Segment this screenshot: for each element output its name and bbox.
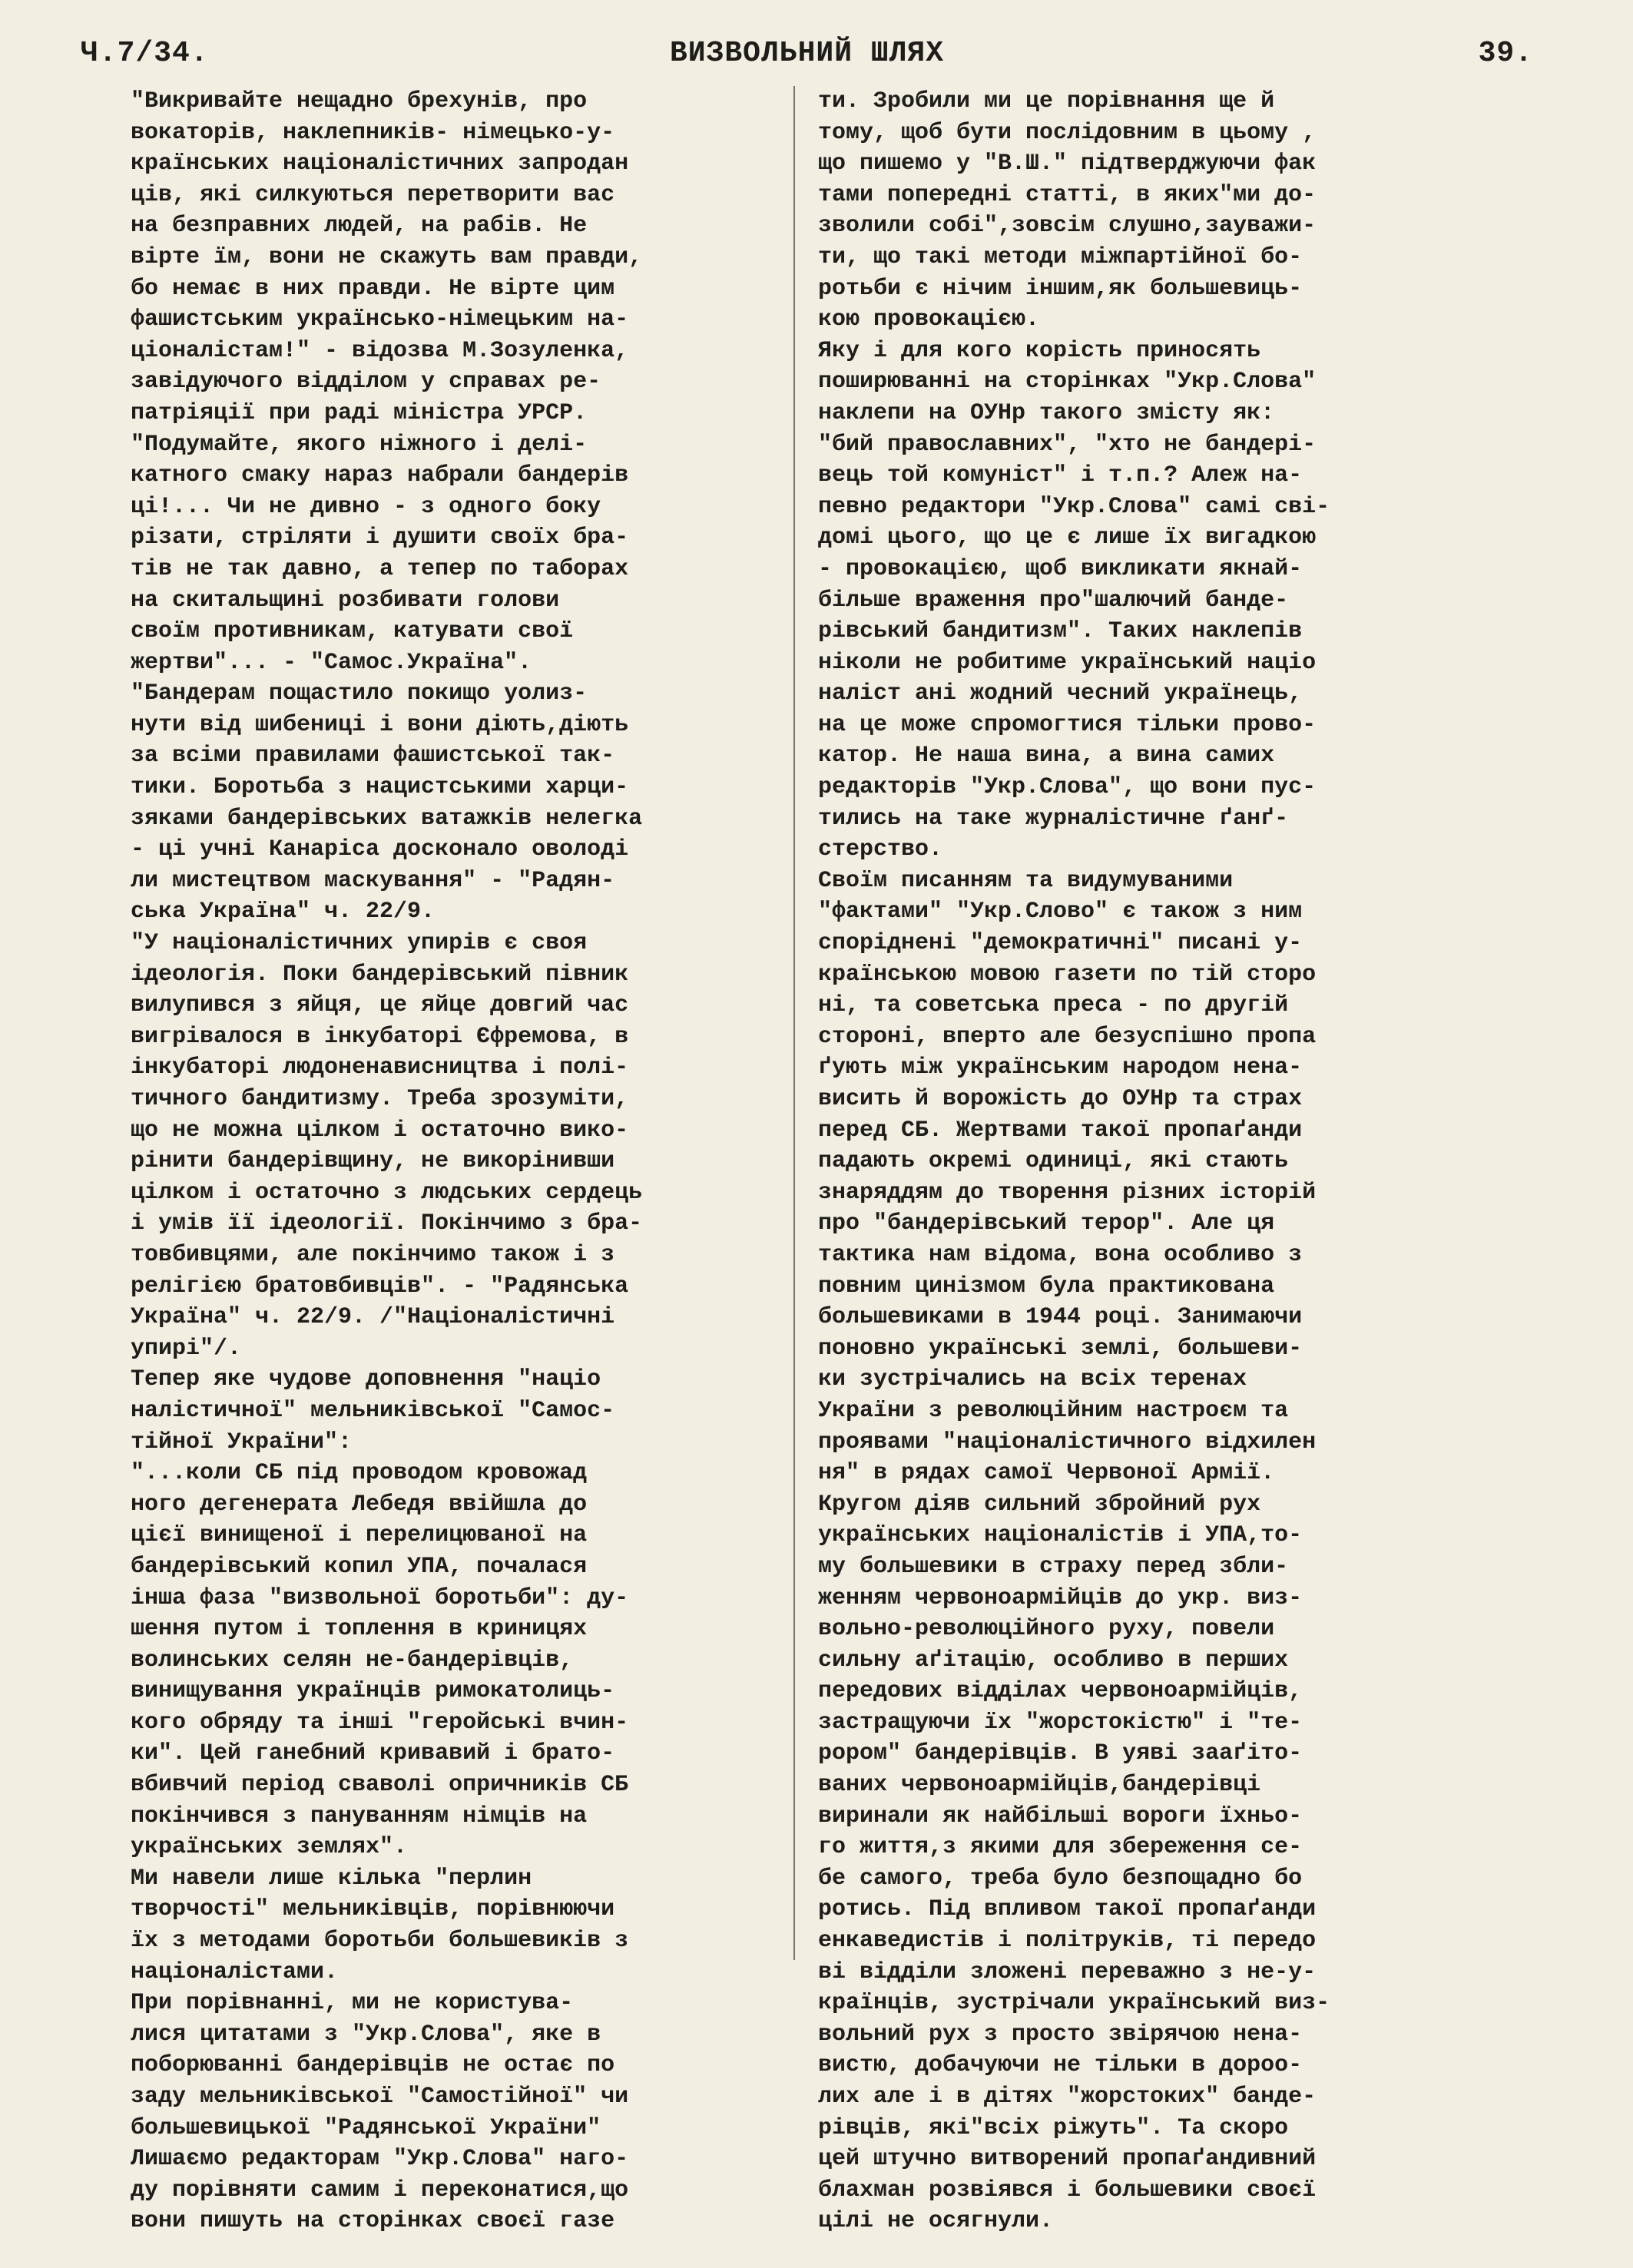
text-line: поборюванні бандерівців не остає по bbox=[131, 2052, 615, 2079]
text-line: стерство. bbox=[818, 836, 943, 863]
text-line: Своїм писанням та видумуваними bbox=[818, 867, 1234, 894]
text-line: тому, щоб бути послідовним в цьому , bbox=[818, 119, 1317, 146]
text-line: рінити бандерівщину, не викорінивши bbox=[131, 1148, 615, 1175]
text-line: що пишемо у "В.Ш." підтверджуючи фак bbox=[818, 151, 1317, 177]
text-line: рівський бандитизм". Таких наклепів bbox=[818, 618, 1303, 645]
text-line: ти. Зробили ми це порівнання ще й bbox=[818, 88, 1275, 114]
text-line: рором" бандерівців. В уяві зааґіто- bbox=[818, 1740, 1303, 1767]
text-line: "Бандерам пощастило покищо уолиз- bbox=[131, 680, 588, 707]
text-line: Ми навели лише кілька "перлин bbox=[131, 1865, 532, 1892]
text-line: передових відділах червоноармійців, bbox=[818, 1678, 1303, 1705]
text-line: українських землях". bbox=[131, 1834, 408, 1861]
text-line: заду мельниківської "Самостійної" чи bbox=[131, 2084, 629, 2110]
text-line: винищування українців римокатолиць- bbox=[131, 1678, 615, 1705]
text-line: країнців, зустрічали український виз- bbox=[818, 1990, 1330, 2017]
text-line: зволили собі",зовсім слушно,зауважи- bbox=[818, 213, 1317, 240]
text-line: країнських націоналістичних запродан bbox=[131, 151, 629, 177]
text-line: ного дегенерата Лебедя ввійшла до bbox=[131, 1491, 588, 1518]
text-line: країнською мовою газети по тій сторо bbox=[818, 961, 1317, 988]
text-line: Лишаємо редакторам "Укр.Слова" наго- bbox=[131, 2146, 629, 2173]
text-line: ціоналістам!" - відозва М.Зозуленка, bbox=[131, 337, 629, 364]
column-divider bbox=[793, 86, 795, 1960]
text-line: ніколи не робитиме український націо bbox=[818, 649, 1317, 676]
text-line: бандерівський копил УПА, почалася bbox=[131, 1553, 588, 1580]
text-line: катного смаку нараз набрали бандерів bbox=[131, 462, 629, 489]
text-line: "Викривайте нещадно брехунів, про bbox=[131, 88, 588, 114]
text-line: поновно українські землі, большеви- bbox=[818, 1335, 1303, 1362]
text-line: Кругом діяв сильний збройний рух bbox=[818, 1491, 1261, 1518]
text-line: ні, та советська преса - по другій bbox=[818, 992, 1289, 1019]
text-line: перед СБ. Жертвами такої пропаґанди bbox=[818, 1117, 1303, 1144]
text-line: застращуючи їх "жорстокістю" і "те- bbox=[818, 1709, 1303, 1736]
text-line: тичного бандитизму. Треба зрозуміти, bbox=[131, 1086, 629, 1112]
text-line: жертви"... - "Самос.Україна". bbox=[131, 649, 532, 676]
text-line: нути від шибениці і вони діють,діють bbox=[131, 711, 629, 738]
text-line: інша фаза "визвольної боротьби": ду- bbox=[131, 1584, 629, 1611]
text-line: ли мистецтвом маскування" - "Радян- bbox=[131, 867, 615, 894]
text-line: товбивцями, але покінчимо також і з bbox=[131, 1241, 615, 1268]
text-line: їх з методами боротьби большевиків з bbox=[131, 1928, 629, 1955]
text-line: бо немає в них правди. Не вірте цим bbox=[131, 275, 615, 302]
text-line: вигрівалося в інкубаторі Єфремова, в bbox=[131, 1023, 629, 1050]
text-line: повним цинізмом була практикована bbox=[818, 1273, 1275, 1300]
text-line: цей штучно витворений пропаґандивний bbox=[818, 2146, 1317, 2173]
text-line: вольно-революційного руху, повели bbox=[818, 1616, 1275, 1643]
text-line: цілком і остаточно з людських сердець bbox=[131, 1179, 643, 1206]
text-line: тів не так давно, а тепер по таборах bbox=[131, 555, 629, 582]
text-line: ти, що такі методи міжпартійної бо- bbox=[818, 243, 1303, 270]
text-line: енкаведистів і політруків, ті передо bbox=[818, 1928, 1317, 1955]
text-line: блахман розвіявся і большевики своєї bbox=[818, 2177, 1317, 2203]
text-line: поширюванні на сторінках "Укр.Слова" bbox=[818, 369, 1317, 396]
text-line: "Подумайте, якого ніжного і делі- bbox=[131, 431, 588, 458]
text-line: тійної України": bbox=[131, 1429, 353, 1455]
text-line: При порівнанні, ми не користува- bbox=[131, 1990, 574, 2017]
text-line: виринали як найбільші вороги їхньо- bbox=[818, 1803, 1303, 1829]
text-line: на безправних людей, на рабів. Не bbox=[131, 213, 588, 240]
text-line: більше враження про"шалючий банде- bbox=[818, 587, 1289, 614]
text-line: знаряддям до творення різних історій bbox=[818, 1179, 1317, 1206]
text-line: ві відділи зложені переважно з не-у- bbox=[818, 1958, 1317, 1985]
text-line: наклепи на ОУНр такого змісту як: bbox=[818, 399, 1275, 426]
text-line: на скитальщині розбивати голови bbox=[131, 587, 560, 614]
text-line: большевицької "Радянської України" bbox=[131, 2114, 601, 2141]
text-line: різати, стріляти і душити своїх бра- bbox=[131, 525, 629, 551]
text-line: тились на таке журналістичне ґанґ- bbox=[818, 805, 1289, 832]
text-line: бе самого, треба було безпощадно бо bbox=[818, 1865, 1303, 1892]
text-line: катор. Не наша вина, а вина самих bbox=[818, 743, 1275, 770]
text-line: вірте їм, вони не скажуть вам правди, bbox=[131, 243, 643, 270]
text-line: домі цього, що це є лише їх вигадкою bbox=[818, 525, 1317, 551]
text-line: женням червоноармійців до укр. виз- bbox=[818, 1584, 1303, 1611]
text-line: волинських селян не-бандерівців, bbox=[131, 1647, 574, 1674]
left-column bbox=[131, 86, 772, 2237]
text-line: го життя,з якими для збереження се- bbox=[818, 1834, 1303, 1861]
text-line: вокаторів, наклепників- німецько-у- bbox=[131, 119, 615, 146]
text-line: за всіми правилами фашистської так- bbox=[131, 743, 615, 770]
text-line: ваних червоноармійців,бандерівці bbox=[818, 1772, 1261, 1799]
text-line: редакторів "Укр.Слова", що вони пус- bbox=[818, 774, 1317, 801]
text-line: ду порівняти самим і переконатися,що bbox=[131, 2177, 629, 2203]
text-line: цієї винищеної і перелицюваної на bbox=[131, 1522, 588, 1549]
text-line: кого обряду та інші "геройські вчин- bbox=[131, 1709, 629, 1736]
text-line: тики. Боротьба з нацистськими харци- bbox=[131, 774, 629, 801]
text-line: про "бандерівський терор". Але ця bbox=[818, 1210, 1275, 1237]
text-line: "фактами" "Укр.Слово" є також з ним bbox=[818, 899, 1303, 925]
text-line: проявами "націоналістичного відхилен bbox=[818, 1429, 1317, 1455]
text-line: завідуючого відділом у справах ре- bbox=[131, 369, 601, 396]
text-line: стороні, вперто але безуспішно пропа bbox=[818, 1023, 1317, 1050]
text-line: вони пишуть на сторінках своєї газе bbox=[131, 2208, 615, 2235]
text-line: що не можна цілком і остаточно вико- bbox=[131, 1117, 629, 1144]
text-line: ки". Цей ганебний кривавий і брато- bbox=[131, 1740, 615, 1767]
text-line: релігією братовбивців". - "Радянська bbox=[131, 1273, 629, 1300]
text-line: Яку і для кого корість приносять bbox=[818, 337, 1261, 364]
text-line: своїм противникам, катувати свої bbox=[131, 618, 574, 645]
text-line: націоналістами. bbox=[131, 1958, 339, 1985]
text-line: українських націоналістів і УПА,то- bbox=[818, 1522, 1303, 1549]
text-line: шення путом і топлення в криницях bbox=[131, 1616, 588, 1643]
text-line: падають окремі одиниці, які стають bbox=[818, 1148, 1289, 1175]
text-line: ців, які силкуються перетворити вас bbox=[131, 181, 615, 208]
text-line: України з революційним настроєм та bbox=[818, 1397, 1289, 1424]
right-column bbox=[818, 86, 1513, 2237]
text-line: "...коли СБ під проводом кровожад bbox=[131, 1460, 588, 1487]
text-line: - провокацією, щоб викликати якнай- bbox=[818, 555, 1303, 582]
text-line: ідеологія. Поки бандерівський півник bbox=[131, 961, 629, 988]
text-line: вистю, добачуючи не тільки в дороо- bbox=[818, 2052, 1303, 2079]
text-line: споріднені "демократичні" писані у- bbox=[818, 930, 1303, 957]
text-line: вольний рух з просто звірячою нена- bbox=[818, 2021, 1303, 2048]
text-line: ці!... Чи не дивно - з одного боку bbox=[131, 493, 601, 520]
text-line: лих але і в дітях "жорстоких" банде- bbox=[818, 2084, 1317, 2110]
text-line: тактика нам відома, вона особливо з bbox=[818, 1241, 1303, 1268]
text-line: "бий православних", "хто не бандері- bbox=[818, 431, 1317, 458]
text-line: "У націоналістичних упирів є своя bbox=[131, 930, 588, 957]
text-line: певно редактори "Укр.Слова" самі сві- bbox=[818, 493, 1330, 520]
text-line: ротись. Під впливом такої пропаґанди bbox=[818, 1896, 1317, 1923]
text-line: висить й ворожість до ОУНр та страх bbox=[818, 1086, 1303, 1112]
text-line: лися цитатами з "Укр.Слова", яке в bbox=[131, 2021, 601, 2048]
issue-number: Ч.7/34. bbox=[81, 37, 209, 70]
text-line: большевиками в 1944 році. Занимаючи bbox=[818, 1304, 1303, 1331]
text-line: кою провокацією. bbox=[818, 306, 1040, 333]
text-line: рівців, які"всіх ріжуть". Та скоро bbox=[818, 2114, 1289, 2141]
text-line: ська Україна" ч. 22/9. bbox=[131, 899, 436, 925]
text-line: фашистським українсько-німецьким на- bbox=[131, 306, 629, 333]
text-line: цілі не осягнули. bbox=[818, 2208, 1054, 2235]
publication-title: ВИЗВОЛЬНИЙ ШЛЯХ bbox=[669, 37, 945, 70]
text-line: творчості" мельниківців, порівнюючи bbox=[131, 1896, 615, 1923]
text-line: зяками бандерівських ватажків нелегка bbox=[131, 805, 643, 832]
text-line: інкубаторі людоненависництва і полі- bbox=[131, 1055, 629, 1081]
text-line: ня" в рядах самої Червоної Армії. bbox=[818, 1460, 1275, 1487]
text-line: сильну аґітацію, особливо в перших bbox=[818, 1647, 1289, 1674]
text-line: вилупився з яйця, це яйце довгий час bbox=[131, 992, 629, 1019]
text-line: тами попередні статті, в яких"ми до- bbox=[818, 181, 1317, 208]
text-line: налістичної" мельниківської "Самос- bbox=[131, 1397, 615, 1424]
text-line: вець той комуніст" і т.п.? Алеж на- bbox=[818, 462, 1303, 489]
text-line: наліст ані жодний чесний українець, bbox=[818, 680, 1303, 707]
text-line: патріяції при раді міністра УРСР. bbox=[131, 399, 588, 426]
text-line: на це може спромогтися тільки прово- bbox=[818, 711, 1317, 738]
page-header bbox=[81, 37, 1533, 75]
text-line: вбивчий період сваволі опричників СБ bbox=[131, 1772, 629, 1799]
text-line: ґують між українським народом нена- bbox=[818, 1055, 1303, 1081]
text-line: і умів її ідеології. Покінчимо з бра- bbox=[131, 1210, 643, 1237]
text-line: му большевики в страху перед збли- bbox=[818, 1553, 1289, 1580]
text-line: ки зустрічались на всіх теренах bbox=[818, 1366, 1247, 1393]
text-line: покінчився з пануванням німців на bbox=[131, 1803, 588, 1829]
text-line: ротьби є нічим іншим,як большевиць- bbox=[818, 275, 1303, 302]
text-line: Україна" ч. 22/9. /"Націоналістичні bbox=[131, 1304, 615, 1331]
text-line: Тепер яке чудове доповнення "націо bbox=[131, 1366, 601, 1393]
text-line: - ці учні Канаріса досконало оволоді bbox=[131, 836, 629, 863]
page-number: 39. bbox=[1478, 37, 1533, 70]
text-line: упирі"/. bbox=[131, 1335, 242, 1362]
